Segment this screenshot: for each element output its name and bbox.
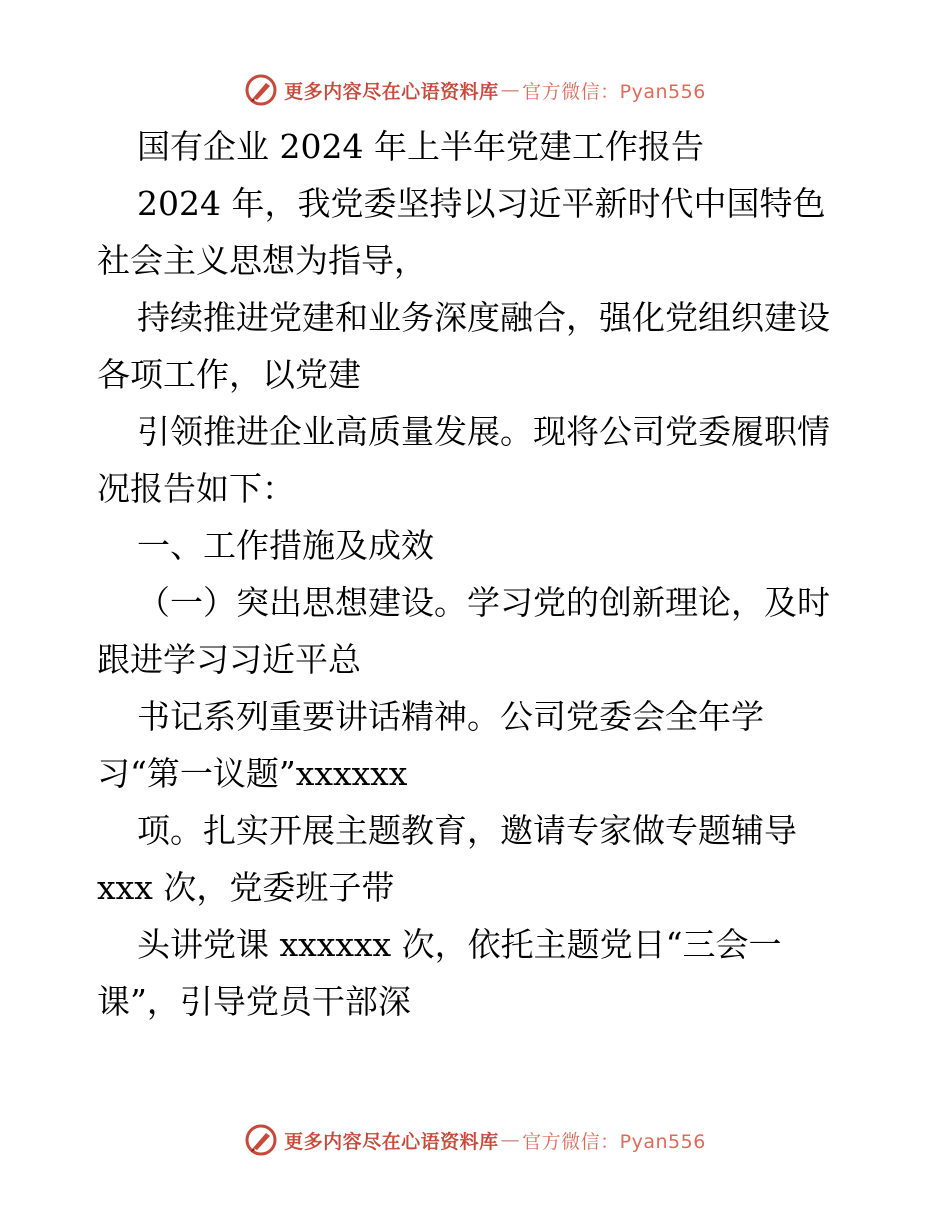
watermark-wechat-text: 官方微信：Pyan556 — [522, 1130, 706, 1153]
paragraph-line: 课”，引导党员干部深 — [97, 982, 411, 1021]
paragraph-line: 项。扎实开展主题教育，邀请专家做专题辅导 — [137, 811, 797, 850]
paragraph-line: 头讲党课 xxxxxx 次，依托主题党日“三会一 — [137, 925, 782, 964]
watermark-wechat-text: 官方微信：Pyan556 — [522, 80, 706, 103]
document-body — [97, 118, 857, 1030]
paragraph-line: xxx 次，党委班子带 — [97, 868, 395, 907]
watermark-site-text: 更多内容尽在心语资料库 — [284, 80, 499, 103]
pen-circle-logo-icon — [244, 73, 278, 107]
paragraph-line: 况报告如下： — [97, 469, 295, 508]
paragraph-line: 2024 年，我党委坚持以习近平新时代中国特色 — [137, 184, 826, 223]
paragraph-line: 社会主义思想为指导， — [97, 241, 427, 280]
paragraph-line: 书记系列重要讲话精神。公司党委会全年学 — [137, 697, 764, 736]
paragraph-line: 习“第一议题”xxxxxx — [97, 754, 408, 793]
watermark-separator: — — [500, 79, 521, 101]
pen-circle-logo-icon — [244, 1123, 278, 1157]
paragraph-line: 各项工作，以党建 — [97, 355, 361, 394]
watermark-site-text: 更多内容尽在心语资料库 — [284, 1130, 499, 1153]
paragraph-line: （一）突出思想建设。学习党的创新理论，及时 — [137, 583, 830, 622]
section-heading: 一、工作措施及成效 — [137, 526, 434, 565]
watermark-separator: — — [500, 1129, 521, 1151]
watermark-banner-top — [0, 68, 950, 112]
document-title: 国有企业 2024 年上半年党建工作报告 — [137, 127, 704, 166]
paragraph-line: 引领推进企业高质量发展。现将公司党委履职情 — [137, 412, 830, 451]
paragraph-line: 跟进学习习近平总 — [97, 640, 361, 679]
watermark-banner-bottom — [0, 1118, 950, 1162]
paragraph-line: 持续推进党建和业务深度融合，强化党组织建设 — [137, 298, 830, 337]
